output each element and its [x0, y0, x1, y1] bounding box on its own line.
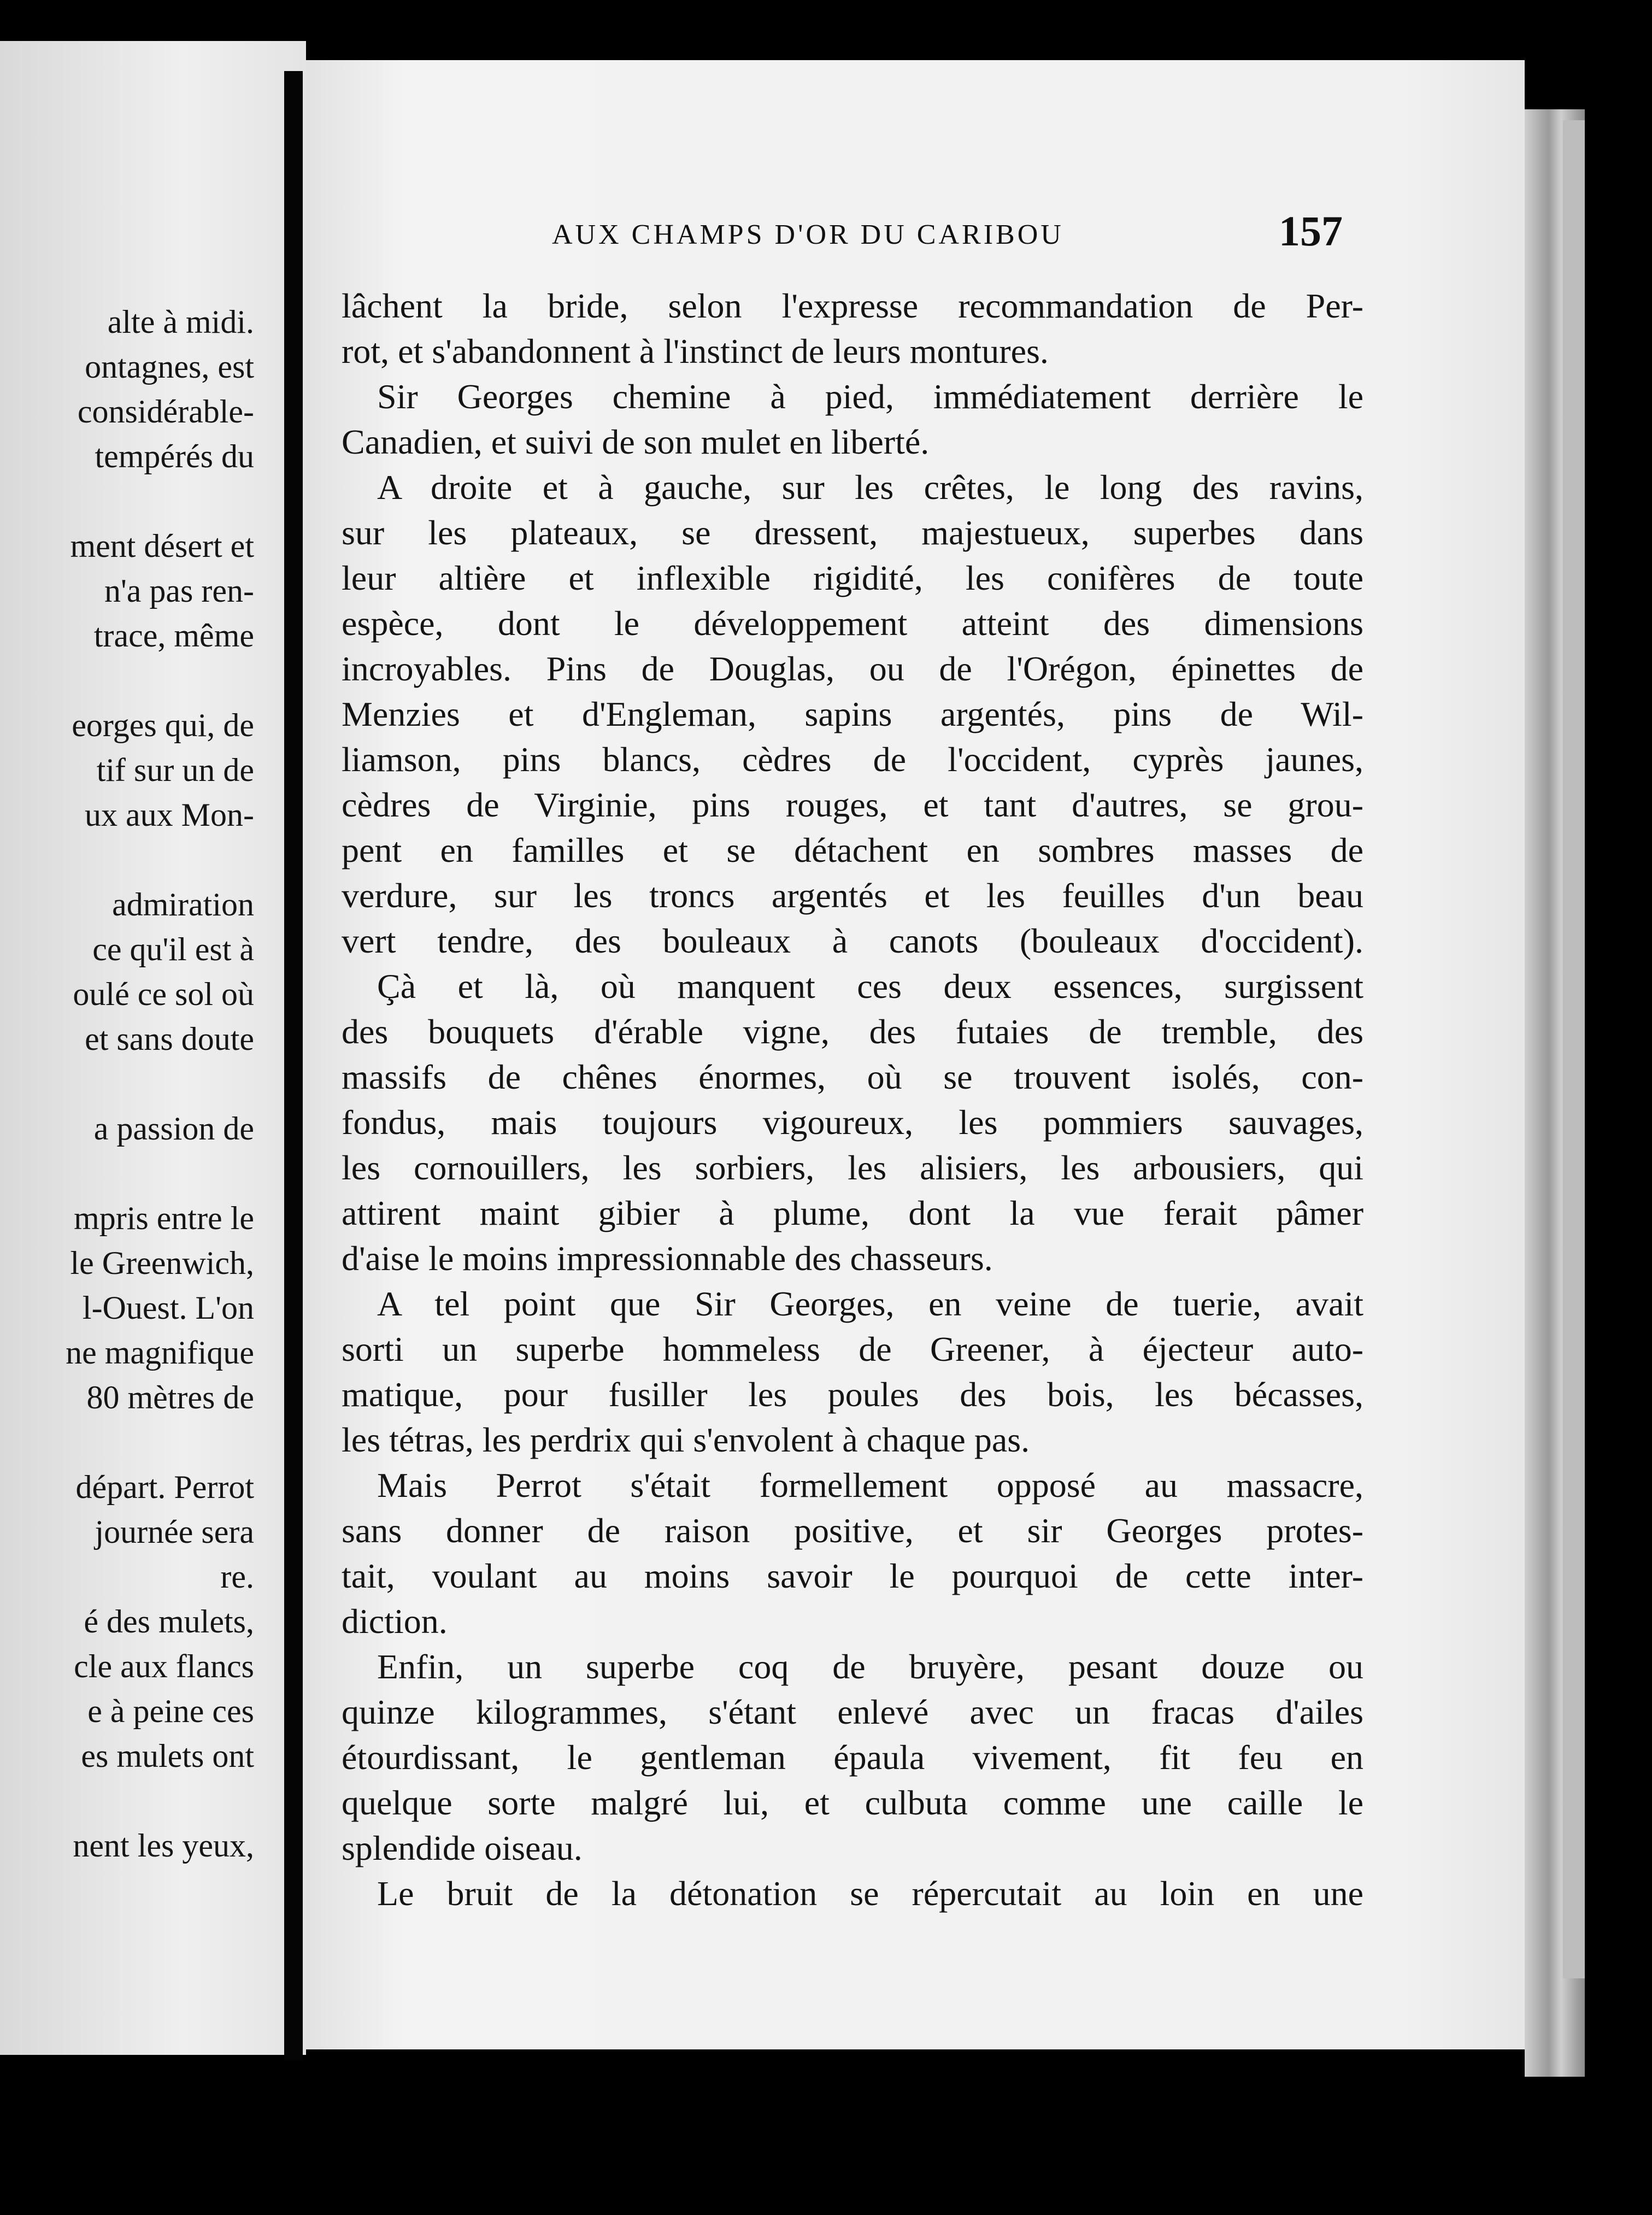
page-edge-inner — [1563, 120, 1585, 1978]
left-text-line: ontagnes, est — [85, 349, 254, 385]
page-number: 157 — [1279, 207, 1343, 255]
left-text-line: nent les yeux, — [73, 1828, 254, 1864]
text-line: attirent maint gibier à plume, dont la vue ferait pâmer — [342, 1194, 1363, 1232]
left-text-line: ux aux Mon- — [85, 797, 254, 833]
text-line: Le bruit de la détonation se répercutait au loin en une — [377, 1874, 1363, 1913]
text-line: matique, pour fusiller les poules des bois, les bécasses, — [342, 1375, 1363, 1414]
left-text-line: ne magnifique — [66, 1335, 254, 1371]
text-line: quinze kilogrammes, s'étant enlevé avec un fracas d'ailes — [342, 1693, 1363, 1731]
left-text-line: trace, même — [93, 618, 254, 654]
left-text-line: ment désert et — [70, 528, 254, 564]
text-line: sorti un superbe hommeless de Greener, à éjecteur auto- — [342, 1330, 1363, 1368]
left-text-line: admiration — [112, 886, 254, 923]
text-line: Menzies et d'Engleman, sapins argentés, pins de Wil- — [342, 695, 1363, 733]
text-line: Sir Georges chemine à pied, immédiatement derrière le — [377, 377, 1363, 416]
left-text-line: départ. Perrot — [75, 1469, 254, 1505]
text-line: liamson, pins blancs, cèdres de l'occident, cyprès jaunes, — [342, 740, 1363, 779]
left-text-line: 80 mètres de — [86, 1379, 254, 1415]
text-line: fondus, mais toujours vigoureux, les pommiers sauvages, — [342, 1103, 1363, 1142]
text-line: espèce, dont le développement atteint des dimensions — [342, 604, 1363, 643]
left-text-line: ce qu'il est à — [92, 931, 254, 967]
left-text-line: tif sur un de — [96, 752, 254, 788]
text-line: verdure, sur les troncs argentés et les feuilles d'un beau — [342, 876, 1363, 915]
text-line: Enfin, un superbe coq de bruyère, pesant douze ou — [377, 1647, 1363, 1686]
text-line: sans donner de raison positive, et sir Georges protes- — [342, 1511, 1363, 1550]
text-line: A tel point que Sir Georges, en veine de tuerie, avait — [377, 1284, 1363, 1323]
book-gutter — [284, 71, 303, 2060]
text-line: les cornouillers, les sorbiers, les alisiers, les arbousiers, qui — [342, 1148, 1363, 1187]
text-line: les tétras, les perdrix qui s'envolent à chaque pas. — [342, 1420, 1030, 1459]
left-text-line: l-Ouest. L'on — [82, 1290, 254, 1326]
left-text-line: eorges qui, de — [72, 707, 254, 743]
left-text-line: et sans doute — [85, 1021, 254, 1057]
left-text-line: oulé ce sol où — [73, 976, 254, 1012]
text-line: leur altière et inflexible rigidité, les conifères de toute — [342, 559, 1363, 597]
left-text-line: tempérés du — [95, 438, 254, 474]
text-line: lâchent la bride, selon l'expresse recommandation de Per- — [342, 286, 1363, 325]
left-text-line: es mulets ont — [81, 1738, 254, 1774]
left-text-line: alte à midi. — [107, 304, 254, 340]
text-line: cèdres de Virginie, pins rouges, et tant d'autres, se grou- — [342, 785, 1363, 824]
left-text-line: e à peine ces — [87, 1693, 254, 1729]
text-line: splendide oiseau. — [342, 1829, 583, 1867]
text-line: rot, et s'abandonnent à l'instinct de leurs montures. — [342, 332, 1049, 371]
text-line: d'aise le moins impressionnable des chasseurs. — [342, 1239, 993, 1278]
text-line: incroyables. Pins de Douglas, ou de l'Orégon, épinettes de — [342, 649, 1363, 688]
left-text-line: n'a pas ren- — [104, 573, 254, 609]
left-text-line: é des mulets, — [84, 1603, 254, 1640]
left-facing-page — [0, 41, 306, 2055]
text-line: vert tendre, des bouleaux à canots (bouleaux d'occident). — [342, 921, 1363, 960]
text-line: sur les plateaux, se dressent, majestueux, superbes dans — [342, 513, 1363, 552]
text-line: des bouquets d'érable vigne, des futaies de tremble, des — [342, 1012, 1363, 1051]
text-line: massifs de chênes énormes, où se trouvent isolés, con- — [342, 1057, 1363, 1096]
text-line: Canadien, et suivi de son mulet en liberté. — [342, 422, 930, 461]
running-head: AUX CHAMPS D'OR DU CARIBOU — [552, 219, 1064, 250]
text-line: A droite et à gauche, sur les crêtes, le long des ravins, — [377, 468, 1363, 507]
text-line: tait, voulant au moins savoir le pourquoi de cette inter- — [342, 1556, 1363, 1595]
left-text-line: mpris entre le — [74, 1200, 254, 1236]
left-text-line: considérable- — [77, 393, 254, 430]
left-text-line: journée sera — [95, 1514, 254, 1550]
text-line: Çà et là, où manquent ces deux essences, surgissent — [377, 967, 1363, 1006]
text-line: Mais Perrot s'était formellement opposé au massacre, — [377, 1466, 1363, 1505]
text-line: pent en familles et se détachent en sombres masses de — [342, 831, 1363, 869]
left-text-line: cle aux flancs — [74, 1648, 254, 1684]
left-text-line: re. — [220, 1559, 254, 1595]
left-text-line: le Greenwich, — [70, 1245, 254, 1281]
text-line: quelque sorte malgré lui, et culbuta comme une caille le — [342, 1783, 1363, 1822]
text-line: étourdissant, le gentleman épaula vivement, fit feu en — [342, 1738, 1363, 1777]
left-text-line: a passion de — [93, 1111, 254, 1147]
text-line: diction. — [342, 1602, 448, 1641]
